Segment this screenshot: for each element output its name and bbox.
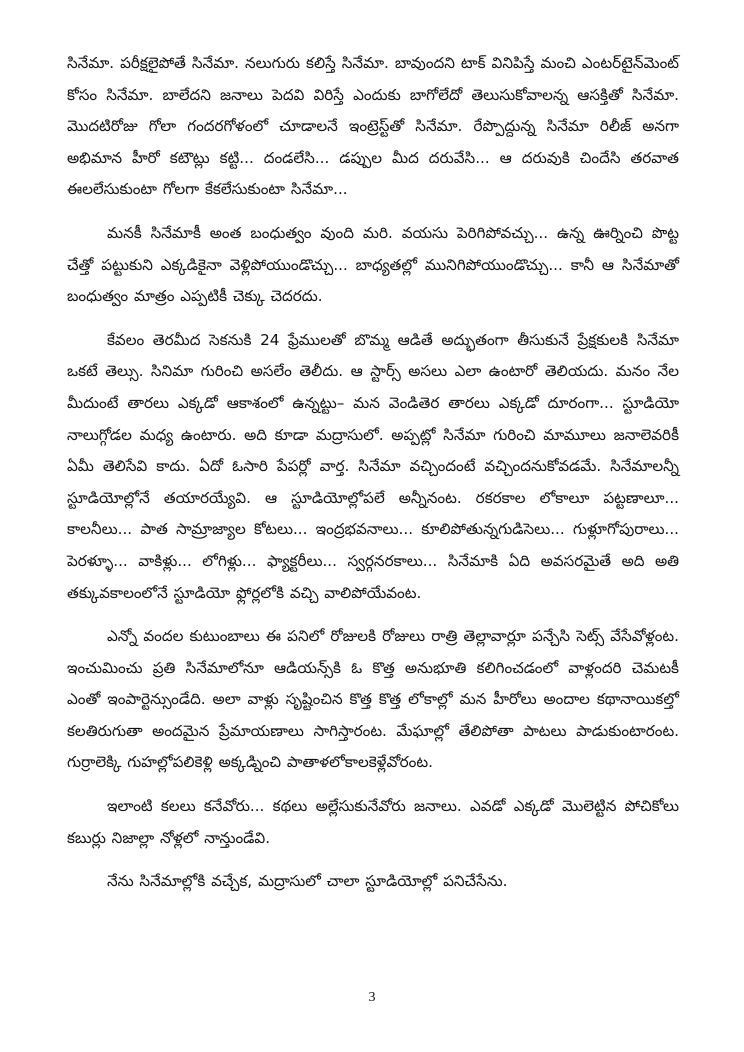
paragraph-2: మనకీ సినేమాకీ అంత బంధుత్వం వుంది మరి. వయసు పెరిగిపోవచ్చు... ఉన్న ఊర్నించి పొట్ట చేత్తో పట్టుకుని ఎక్కడికైనా వెళ్లిపోయుండొచ్చు... బాధ్యతల్లో మునిగిపోయుండొచ్చు... కానీ ఆ సినేమాతో బంధుత్వం మాత్రం ఎప్పటికీ చెక్కు చెదరదు.: [67, 223, 679, 306]
paragraph-6: నేను సినేమాల్లోకి వచ్చేక, మద్రాసులో చాలా స్టూడియోల్లో పనిచేసేను.: [107, 872, 508, 891]
page-number: 3: [368, 990, 376, 1005]
document-page: [67, 48, 679, 910]
paragraph-5: ఇలాంటి కలలు కనేవోరు... కథలు అల్లేసుకునేవోరు జనాలు. ఎవడో ఎక్కడో మొలెట్టిన పోచికోలు కబుర్లు నిజాల్లా నోళ్లలో నాన్తుండేవి.: [67, 797, 679, 847]
paragraph-1: సినేమా. పరీక్షలైపోతే సినేమా. నలుగురు కలిస్తే సినేమా. బావుందని టాక్ వినిపిస్తే మంచి ఎంటర్‌టైన్‌మెంట్ కోసం సినేమా. బాలేదని జనాలు పెదవి విరిస్తే ఎందుకు బాగోలేదో తెలుసుకోవాలన్న ఆసక్తితో సినేమా. మొదటిరోజు గోలా గందరగోళంలో చూడాలనే ఇంట్రెస్ట్‌తో సినేమా. రేప్పొద్దున్న సినేమా రిలీజ్ అనగా అభిమాన హీరో కటౌట్లు కట్టి... దండలేసి... డప్పుల మీద దరువేసి... ఆ దరువుకి చిందేసి తరవాత ఈలలేసుకుంటా గోలగా కేకలేసుకుంటా సినేమా...: [67, 54, 679, 199]
paragraph-3: కేవలం తెరమీద సెకనుకి 24 ఫ్రేములతో బొమ్మ ఆడితే అద్భుతంగా తీసుకునే ప్రేక్షకులకి సినేమా ఒకటే తెల్సు. సినిమా గురించి అసలేం తెలీదు. ఆ స్టార్స్ అసలు ఎలా ఉంటారో తెలియదు. మనం నేల మీదుంటే తారలు ఎక్కడో ఆకాశంలో ఉన్నట్టు– మన వెండితెర తారలు ఎక్కడో దూరంగా... స్టూడియో నాలుగ్గోడల మధ్య ఉంటారు. అది కూడా మద్రాసులో. అప్పట్లో సినేమా గురించి మామూలు జనాలెవరికీ ఏమీ తెలిసేవి కాదు. ఏదో ఓసారి పేపర్లో వార్త. సినేమా వచ్చిందంటే వచ్చిందనుకోవడమే. సినేమాలన్నీ స్టూడియోల్లోనే తయారయ్యేవి. ఆ స్టూడియోల్లోపలే అన్నీనంట. రకరకాల లోకాలూ పట్టణాలూ... కాలనీలు... పాత సామ్రాజ్యాల కోటలు... ఇంద్రభవనాలు... కూలిపోతున్నగుడిసెలు... గుళ్లూగోపురాలు... పెరళ్ళూ... వాకిళ్లు... లోగిళ్లు... ఫ్యాక్టరీలు... స్వర్గనరకాలు... సినేమాకి ఏది అవసరమైతే అది అతి తక్కువకాలంలోనే స్టూడియో ఫ్లోర్లలోకి వచ్చి వాలిపోయేవంట.: [67, 330, 679, 602]
paragraph-4: ఎన్నో వందల కుటుంబాలు ఈ పనిలో రోజులకి రోజులు రాత్రి తెల్లావార్లూ పన్చేసి సెట్స్ వేసేవోళ్లంట. ఇంచుమించు ప్రతి సినేమాలోనూ ఆడియన్స్‌కి ఓ కొత్త అనుభూతి కలిగించడంలో వాళ్లందరి చెమటకీ ఎంతో ఇంపార్టెన్సుండేది. అలా వాళ్లు సృష్టించిన కొత్త కొత్త లోకాల్లో మన హీరోలు అందాల కథానాయికల్తో కలతిరుగుతా అందమైన ప్రేమాయణాలు సాగిస్తారంట. మేఘాల్లో తేలిపోతా పాటలు పాడుకుంటారంట. గుర్రాలెక్కి గుహల్లోపలికెళ్లి అక్కడ్నించి పాతాళలోకాలకెళ్లేవోరంట.: [67, 627, 679, 772]
